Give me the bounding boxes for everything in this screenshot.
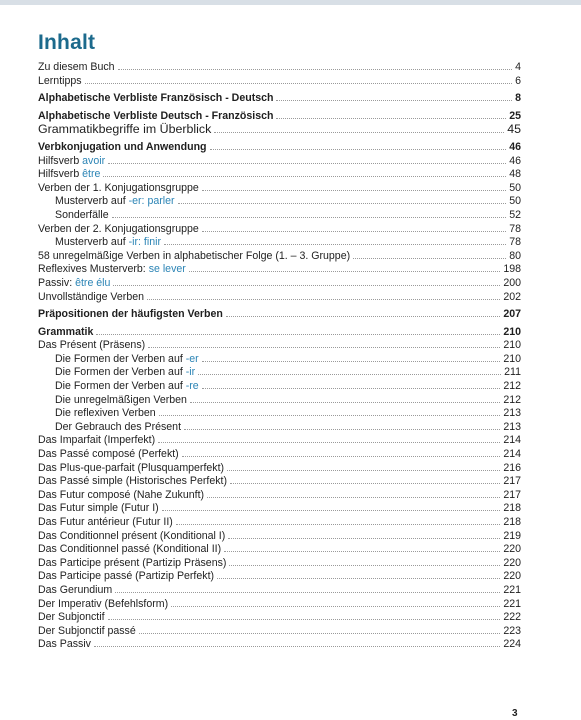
toc-entry	[38, 326, 521, 340]
toc-entry-text: Reflexives Musterverb:	[38, 263, 149, 276]
toc-entry-title	[38, 308, 223, 322]
toc-entry-page: 212	[503, 393, 521, 406]
toc-entry-title	[38, 110, 273, 124]
toc-entry-text: Verben der 2. Konjugationsgruppe	[38, 222, 199, 235]
toc-entry	[38, 434, 521, 448]
toc-entry-page: 45	[507, 122, 521, 137]
toc-entry-page: 217	[503, 475, 521, 488]
toc-entry-page: 218	[503, 502, 521, 515]
dot-leader	[108, 618, 501, 620]
toc-entry	[38, 380, 521, 394]
dot-leader	[214, 131, 504, 133]
toc-entry-title	[38, 434, 155, 448]
toc-entry-page: 8	[515, 92, 521, 105]
toc-entry-page: 78	[509, 236, 521, 249]
toc-entry-page: 217	[503, 488, 521, 501]
toc-entry-title	[38, 195, 175, 209]
toc-entry-page: 220	[503, 570, 521, 583]
toc-entry-text: Passiv:	[38, 276, 76, 289]
toc-entry-title	[38, 209, 109, 223]
toc-entry	[38, 236, 521, 250]
toc-entry-page: 224	[503, 638, 521, 651]
dot-leader	[226, 315, 500, 317]
toc-entry-text: Alphabetische Verbliste Französisch - Deutsch	[38, 92, 274, 105]
toc-entry-text: Die reflexiven Verben	[55, 407, 156, 420]
toc-entry-text: Das Passé composé (Perfekt)	[38, 448, 179, 461]
toc-entry-highlight: -ir: finir	[128, 236, 161, 249]
dot-leader	[178, 202, 507, 204]
dot-leader	[202, 189, 506, 191]
toc-entry-page: 78	[509, 222, 521, 235]
toc-entry	[38, 110, 521, 124]
toc-entry-title	[38, 326, 93, 340]
dot-leader	[118, 68, 513, 70]
toc-entry-text: Das Gerundium	[38, 583, 113, 596]
toc-entry-text: Hilfsverb	[38, 168, 83, 181]
table-of-contents	[38, 61, 521, 652]
toc-entry	[38, 75, 521, 89]
toc-entry-page: 210	[503, 325, 521, 338]
toc-entry-title	[38, 339, 145, 353]
dot-leader	[210, 148, 507, 150]
toc-entry-title	[38, 75, 82, 89]
toc-entry-text: Hilfsverb	[38, 154, 83, 167]
toc-entry-title	[38, 353, 199, 367]
toc-entry-page: 52	[509, 208, 521, 221]
toc-entry	[38, 277, 521, 291]
toc-entry-page: 221	[503, 583, 521, 596]
toc-entry-page: 50	[509, 181, 521, 194]
toc-entry-page: 214	[503, 434, 521, 447]
toc-entry	[38, 92, 521, 106]
toc-entry-title	[38, 223, 199, 237]
toc-entry-page: 202	[503, 290, 521, 303]
toc-entry-text: Alphabetische Verbliste Deutsch - Französisch	[38, 109, 274, 122]
toc-entry-title	[38, 141, 207, 155]
toc-entry-page: 216	[503, 461, 521, 474]
toc-entry-title	[38, 263, 186, 277]
toc-entry-title	[38, 502, 159, 516]
toc-entry-title	[38, 92, 273, 106]
toc-entry	[38, 353, 521, 367]
toc-entry	[38, 407, 521, 421]
dot-leader	[190, 401, 500, 403]
toc-entry-text: Das Participe passé (Partizip Perfekt)	[38, 570, 215, 583]
dot-leader	[162, 509, 501, 511]
toc-entry-page: 6	[515, 74, 521, 87]
dot-leader	[158, 441, 500, 443]
toc-entry	[38, 291, 521, 305]
toc-entry	[38, 638, 521, 652]
dot-leader	[94, 645, 500, 647]
dot-leader	[148, 346, 500, 348]
toc-entry-title	[38, 277, 110, 291]
toc-entry	[38, 366, 521, 380]
toc-entry-text: Die unregelmäßigen Verben	[55, 393, 187, 406]
toc-entry-text: Sonderfälle	[55, 208, 109, 221]
toc-entry-page: 4	[515, 61, 521, 73]
toc-entry-page: 218	[503, 516, 521, 528]
toc-entry-text: Das Futur antérieur (Futur II)	[38, 516, 173, 528]
toc-entry	[38, 462, 521, 476]
toc-entry-text: Musterverb auf	[55, 236, 129, 249]
toc-entry-title	[38, 421, 181, 435]
toc-entry	[38, 123, 521, 137]
dot-leader	[229, 564, 500, 566]
toc-entry	[38, 155, 521, 169]
toc-entry-text: Der Imperativ (Befehlsform)	[38, 597, 169, 610]
toc-entry-highlight: se lever	[148, 263, 186, 276]
toc-entry-page: 212	[503, 380, 521, 393]
dot-leader	[276, 99, 512, 101]
toc-entry-page: 46	[509, 154, 521, 167]
toc-entry-title	[38, 168, 100, 182]
dot-leader	[147, 298, 500, 300]
toc-entry-text: Das Participe présent (Partizip Präsens)	[38, 556, 227, 569]
toc-entry-text: Grammatik	[38, 325, 94, 338]
top-rule	[0, 0, 581, 5]
toc-entry-title	[38, 516, 173, 530]
toc-entry-page: 210	[503, 339, 521, 352]
toc-entry-text: Der Gebrauch des Présent	[55, 420, 182, 433]
toc-entry	[38, 394, 521, 408]
toc-entry-highlight: avoir	[82, 154, 106, 167]
toc-entry-text: Unvollständige Verben	[38, 290, 145, 303]
dot-leader	[228, 537, 500, 539]
toc-entry-title	[38, 543, 221, 557]
toc-entry-title	[38, 584, 112, 598]
toc-entry-title	[38, 155, 105, 169]
toc-entry	[38, 250, 521, 264]
toc-entry-page: 221	[503, 597, 521, 610]
toc-entry-page: 198	[503, 263, 521, 276]
toc-entry-page: 25	[509, 109, 521, 122]
toc-entry	[38, 570, 521, 584]
dot-leader	[108, 162, 506, 164]
toc-entry-title	[38, 123, 211, 137]
toc-entry-text: Verbkonjugation und Anwendung	[38, 140, 207, 153]
toc-entry-text: Grammatikbegriffe im Überblick	[38, 122, 212, 137]
toc-entry-page: 48	[509, 168, 521, 181]
dot-leader	[202, 387, 501, 389]
dot-leader	[207, 496, 500, 498]
toc-entry	[38, 141, 521, 155]
toc-entry	[38, 502, 521, 516]
dot-leader	[115, 591, 500, 593]
toc-entry	[38, 489, 521, 503]
toc-entry-title	[38, 394, 187, 408]
toc-entry-title	[38, 448, 179, 462]
toc-entry-page: 207	[503, 308, 521, 321]
dot-leader	[139, 632, 501, 634]
toc-entry	[38, 195, 521, 209]
toc-entry	[38, 61, 521, 75]
toc-entry	[38, 516, 521, 530]
toc-entry-text: Der Subjonctif passé	[38, 624, 136, 637]
toc-entry-title	[38, 489, 204, 503]
toc-entry-text: Musterverb auf	[55, 195, 129, 208]
toc-entry	[38, 223, 521, 237]
dot-leader	[202, 360, 501, 362]
dot-leader	[202, 230, 506, 232]
toc-entry-text: Die Formen der Verben auf	[55, 380, 186, 393]
toc-entry-page: 46	[509, 140, 521, 153]
dot-leader	[276, 117, 506, 119]
page-title: Inhalt	[38, 31, 96, 54]
toc-entry-text: Der Subjonctif	[38, 611, 105, 624]
toc-entry-page: 50	[509, 195, 521, 208]
toc-entry-title	[38, 291, 144, 305]
toc-entry-text: Das Futur composé (Nahe Zukunft)	[38, 488, 205, 501]
dot-leader	[184, 428, 500, 430]
toc-entry-highlight: -er	[185, 352, 199, 365]
dot-leader	[217, 577, 500, 579]
toc-entry-page: 213	[503, 407, 521, 420]
dot-leader	[164, 243, 506, 245]
toc-entry-highlight: -er: parler	[128, 195, 175, 208]
toc-entry-text: Das Passé simple (Historisches Perfekt)	[38, 475, 227, 488]
toc-entry-page: 223	[503, 624, 521, 637]
toc-entry-title	[38, 557, 226, 571]
toc-entry-highlight: être élu	[75, 276, 111, 289]
toc-entry-text: 58 unregelmäßige Verben in alphabetischer Folge (1. – 3. Gruppe)	[38, 249, 351, 262]
toc-entry-highlight: être	[82, 168, 101, 181]
toc-entry	[38, 448, 521, 462]
toc-entry-title	[38, 182, 199, 196]
toc-entry-title	[38, 625, 136, 639]
toc-entry	[38, 421, 521, 435]
dot-leader	[159, 414, 501, 416]
toc-entry	[38, 557, 521, 571]
toc-entry-page: 220	[503, 543, 521, 556]
toc-entry-page: 211	[504, 366, 521, 379]
toc-entry	[38, 339, 521, 353]
toc-entry-page: 210	[503, 352, 521, 365]
toc-entry-title	[38, 236, 161, 250]
toc-entry	[38, 263, 521, 277]
toc-entry-text: Präpositionen der häufigsten Verben	[38, 308, 223, 321]
toc-entry-page: 214	[503, 448, 521, 461]
toc-entry	[38, 209, 521, 223]
dot-leader	[85, 82, 513, 84]
toc-entry-page: 213	[503, 420, 521, 433]
dot-leader	[189, 270, 501, 272]
toc-entry-title	[38, 611, 105, 625]
toc-entry-title	[38, 380, 199, 394]
dot-leader	[230, 482, 500, 484]
toc-entry	[38, 168, 521, 182]
toc-entry-page: 200	[503, 276, 521, 289]
page-number: 3	[512, 708, 518, 719]
toc-entry	[38, 584, 521, 598]
toc-entry	[38, 475, 521, 489]
toc-entry-text: Das Imparfait (Imperfekt)	[38, 434, 156, 447]
toc-entry	[38, 625, 521, 639]
toc-entry-title	[38, 462, 224, 476]
dot-leader	[171, 605, 500, 607]
toc-entry-text: Das Présent (Präsens)	[38, 339, 146, 352]
toc-entry-highlight: -ir	[185, 366, 196, 379]
dot-leader	[198, 373, 501, 375]
toc-entry-page: 220	[503, 556, 521, 569]
toc-entry	[38, 543, 521, 557]
dot-leader	[182, 455, 501, 457]
toc-entry-title	[38, 570, 214, 584]
toc-entry-page: 222	[503, 611, 521, 624]
toc-entry	[38, 308, 521, 322]
toc-entry-title	[38, 530, 225, 544]
toc-entry-title	[38, 366, 195, 380]
toc-entry	[38, 182, 521, 196]
toc-entry-text: Zu diesem Buch	[38, 61, 115, 73]
dot-leader	[224, 550, 500, 552]
toc-entry-text: Lerntipps	[38, 74, 82, 87]
toc-entry-title	[38, 598, 168, 612]
toc-entry-text: Das Conditionnel passé (Konditional II)	[38, 543, 222, 556]
toc-entry-page: 80	[509, 249, 521, 262]
toc-entry-text: Das Futur simple (Futur I)	[38, 502, 159, 515]
toc-entry-text: Das Conditionnel présent (Konditional I)	[38, 529, 226, 542]
toc-entry	[38, 598, 521, 612]
toc-entry-text: Die Formen der Verben auf	[55, 352, 186, 365]
dot-leader	[227, 469, 500, 471]
toc-entry-text: Verben der 1. Konjugationsgruppe	[38, 181, 199, 194]
dot-leader	[176, 523, 500, 525]
toc-entry	[38, 611, 521, 625]
toc-entry-title	[38, 61, 115, 75]
toc-entry-highlight: -re	[185, 380, 199, 393]
toc-entry	[38, 530, 521, 544]
toc-entry-title	[38, 250, 350, 264]
toc-entry-title	[38, 638, 91, 652]
dot-leader	[113, 284, 500, 286]
toc-entry-title	[38, 407, 156, 421]
dot-leader	[103, 175, 506, 177]
toc-entry-page: 219	[503, 529, 521, 542]
toc-entry-text: Das Plus-que-parfait (Plusquamperfekt)	[38, 461, 225, 474]
toc-entry-text: Die Formen der Verben auf	[55, 366, 186, 379]
toc-entry-text: Das Passiv	[38, 638, 91, 651]
dot-leader	[112, 216, 507, 218]
dot-leader	[353, 257, 506, 259]
dot-leader	[96, 333, 500, 335]
toc-entry-title	[38, 475, 227, 489]
